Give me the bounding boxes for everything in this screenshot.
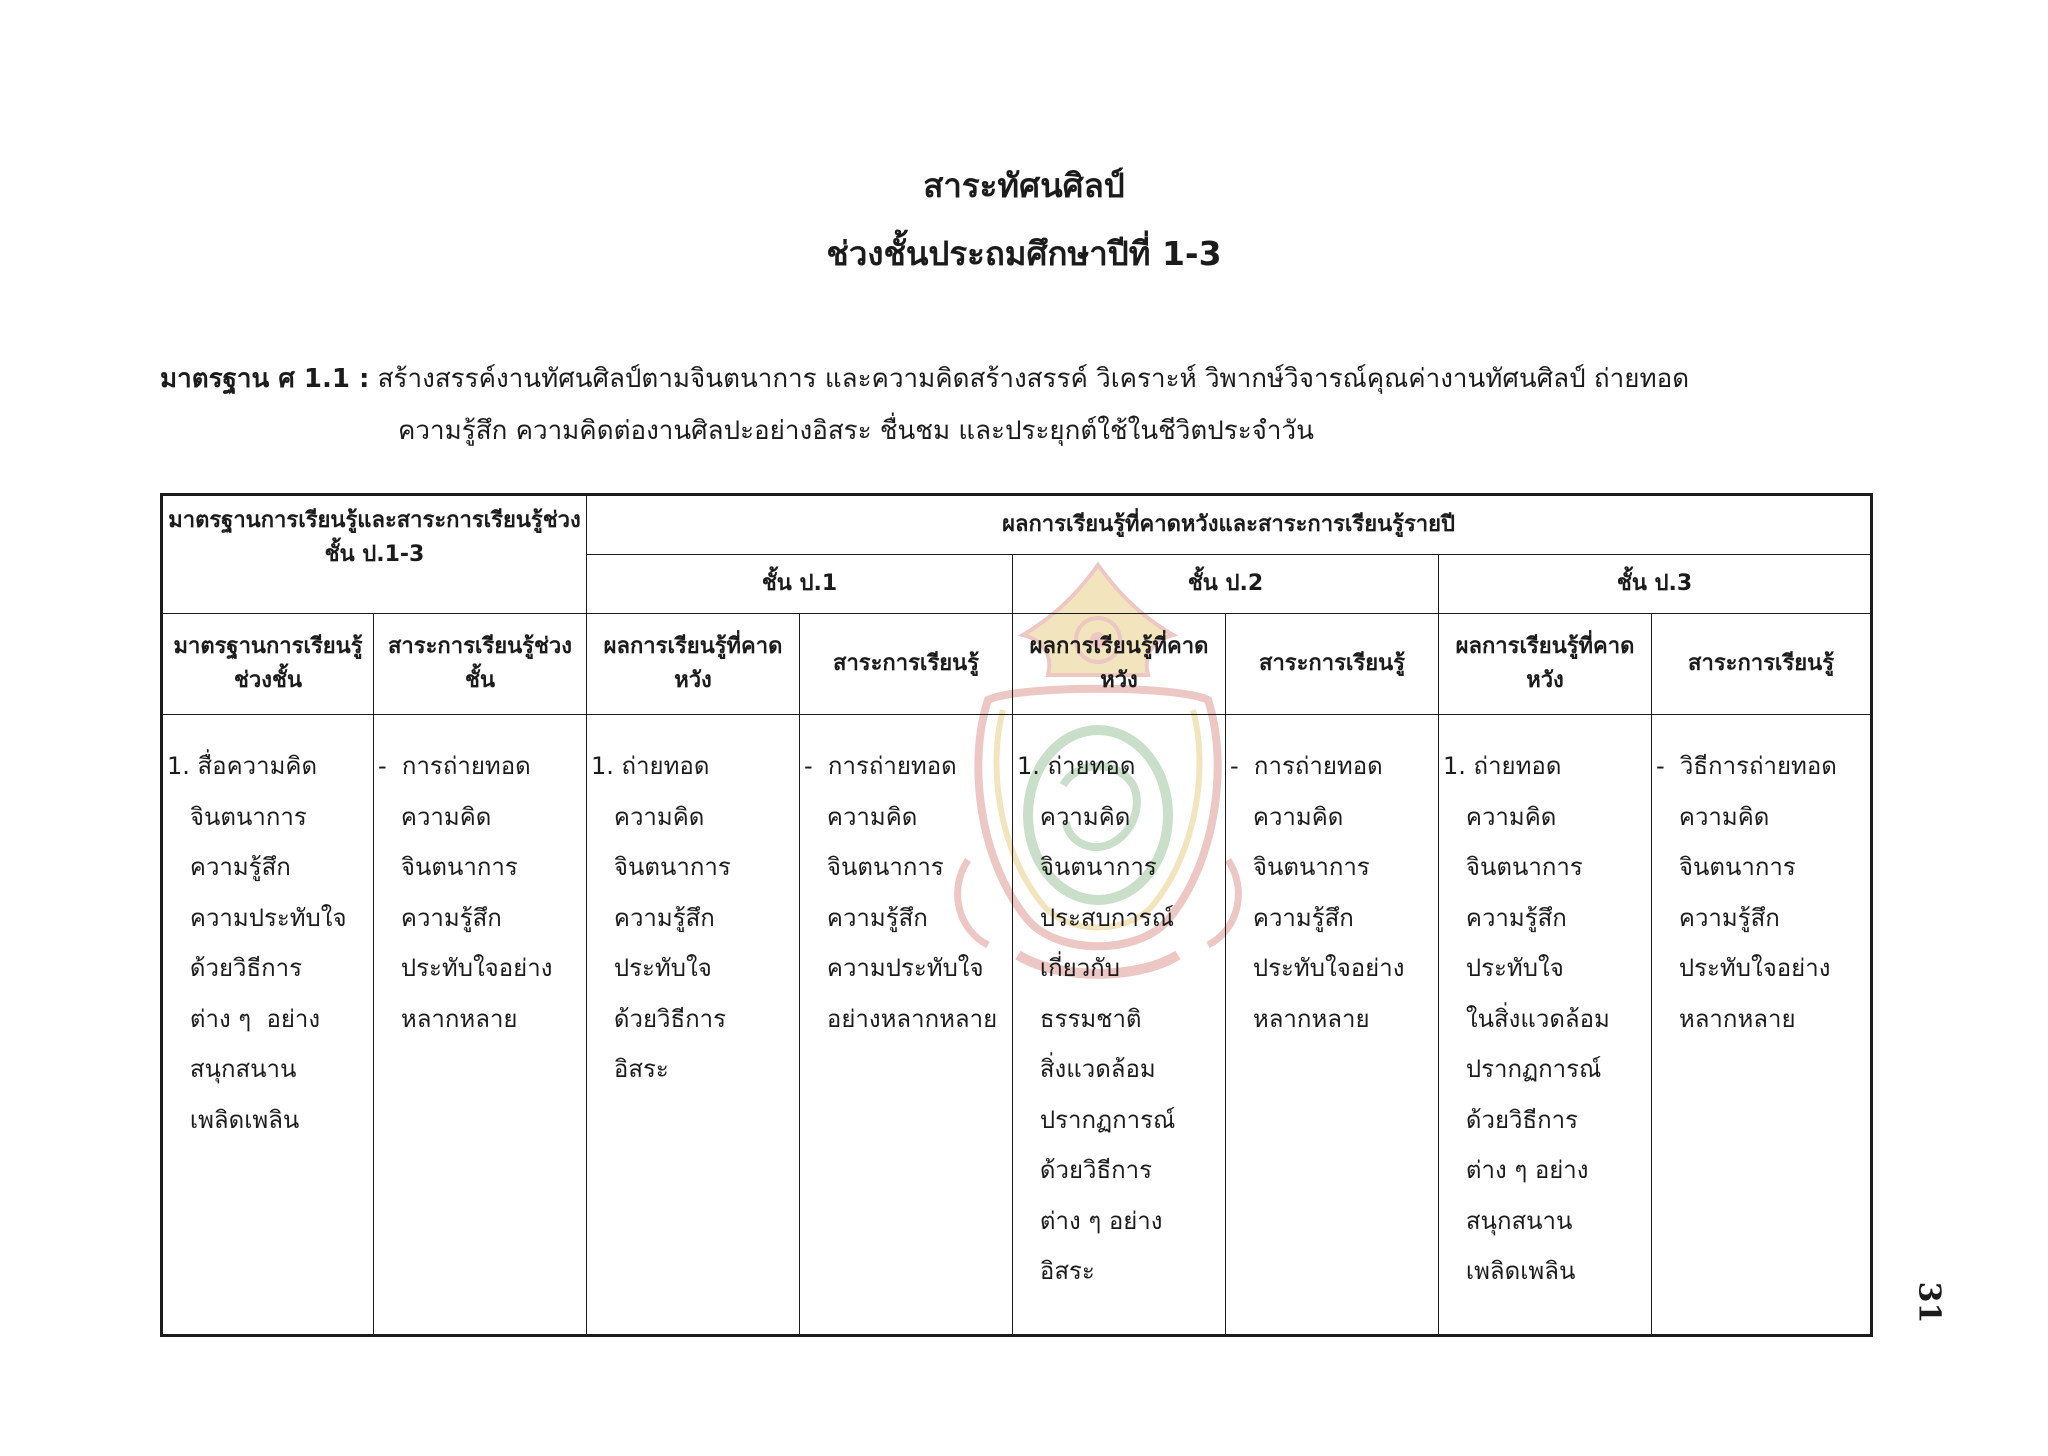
standard-text-1: สร้างสรรค์งานทัศนศิลป์ตามจินตนาการ และความคิดสร้างสรรค์ วิเคราะห์ วิพากษ์วิจารณ์คุณค่างานทัศนศิลป์ ถ่ายทอด: [369, 364, 1690, 394]
column-header-standard: มาตรฐานการเรียนรู้ช่วงชั้น: [162, 614, 374, 715]
table-cell-p1-content: [800, 715, 1013, 1336]
cell-text: - การถ่ายทอด ความคิด จินตนาการ ความรู้สึก ประทับใจอย่าง หลากหลาย: [378, 752, 553, 1033]
cell-text: 1. ถ่ายทอด ความคิด จินตนาการ ความรู้สึก ประทับใจ ด้วยวิธีการ อิสระ: [591, 752, 731, 1083]
column-header-p3-outcome: ผลการเรียนรู้ที่คาดหวัง: [1439, 614, 1652, 715]
page-number: 31: [1911, 1281, 1947, 1324]
table-cell-p2-outcome: [1013, 715, 1226, 1336]
table-cell-standard: [162, 715, 374, 1336]
standard-statement: [160, 353, 1880, 457]
grade-header-p3: ชั้น ป.3: [1439, 555, 1872, 614]
column-header-p1-content: สาระการเรียนรู้: [800, 614, 1013, 715]
column-header-p1-outcome: ผลการเรียนรู้ที่คาดหวัง: [587, 614, 800, 715]
cell-text: - การถ่ายทอด ความคิด จินตนาการ ความรู้สึก ความประทับใจ อย่างหลากหลาย: [804, 752, 998, 1033]
group-header-outcomes: ผลการเรียนรู้ที่คาดหวังและสาระการเรียนรู้รายปี: [587, 495, 1872, 555]
curriculum-table: [160, 493, 1873, 1337]
cell-text: - วิธีการถ่ายทอด ความคิด จินตนาการ ความรู้สึก ประทับใจอย่าง หลากหลาย: [1656, 752, 1837, 1033]
cell-text: 1. สื่อความคิด จินตนาการ ความรู้สึก ความประทับใจ ด้วยวิธีการ ต่าง ๆ อย่าง สนุกสนาน เพลิดเพลิน: [167, 752, 347, 1134]
column-header-content: สาระการเรียนรู้ช่วงชั้น: [374, 614, 587, 715]
table-cell-p3-outcome: [1439, 715, 1652, 1336]
column-header-p2-content: สาระการเรียนรู้: [1226, 614, 1439, 715]
grade-header-p2: ชั้น ป.2: [1013, 555, 1439, 614]
table-row: [162, 715, 1872, 1336]
standard-line-1: [160, 353, 1880, 405]
cell-text: - การถ่ายทอด ความคิด จินตนาการ ความรู้สึก ประทับใจอย่าง หลากหลาย: [1230, 752, 1405, 1033]
standard-text-2: ความรู้สึก ความคิดต่องานศิลปะอย่างอิสระ ชื่นชม และประยุกต์ใช้ในชีวิตประจำวัน: [398, 416, 1314, 446]
column-header-p3-content: สาระการเรียนรู้: [1652, 614, 1872, 715]
table-cell-p2-content: [1226, 715, 1439, 1336]
cell-text: 1. ถ่ายทอด ความคิด จินตนาการ ประสบการณ์ เกี่ยวกับ ธรรมชาติ สิ่งแวดล้อม ปรากฏการณ์ ด้วยวิธีการ ต่าง ๆ อย่าง อิสระ: [1017, 752, 1176, 1285]
column-header-p2-outcome: ผลการเรียนรู้ที่คาดหวัง: [1013, 614, 1226, 715]
table-cell-p3-content: [1652, 715, 1872, 1336]
page-subtitle: ช่วงชั้นประถมศึกษาปีที่ 1-3: [826, 234, 1222, 273]
table-cell-p1-outcome: [587, 715, 800, 1336]
standard-label: มาตรฐาน ศ 1.1 :: [160, 364, 370, 394]
cell-text: 1. ถ่ายทอด ความคิด จินตนาการ ความรู้สึก ประทับใจ ในสิ่งแวดล้อม ปรากฏการณ์ ด้วยวิธีการ ต่าง ๆ อย่าง สนุกสนาน เพลิดเพลิน: [1443, 752, 1610, 1285]
table-cell-content: [374, 715, 587, 1336]
group-header-standards: มาตรฐานการเรียนรู้และสาระการเรียนรู้ช่วงชั้น ป.1-3: [162, 495, 587, 614]
grade-header-p1: ชั้น ป.1: [587, 555, 1013, 614]
page-title: สาระทัศนศิลป์: [923, 166, 1125, 205]
